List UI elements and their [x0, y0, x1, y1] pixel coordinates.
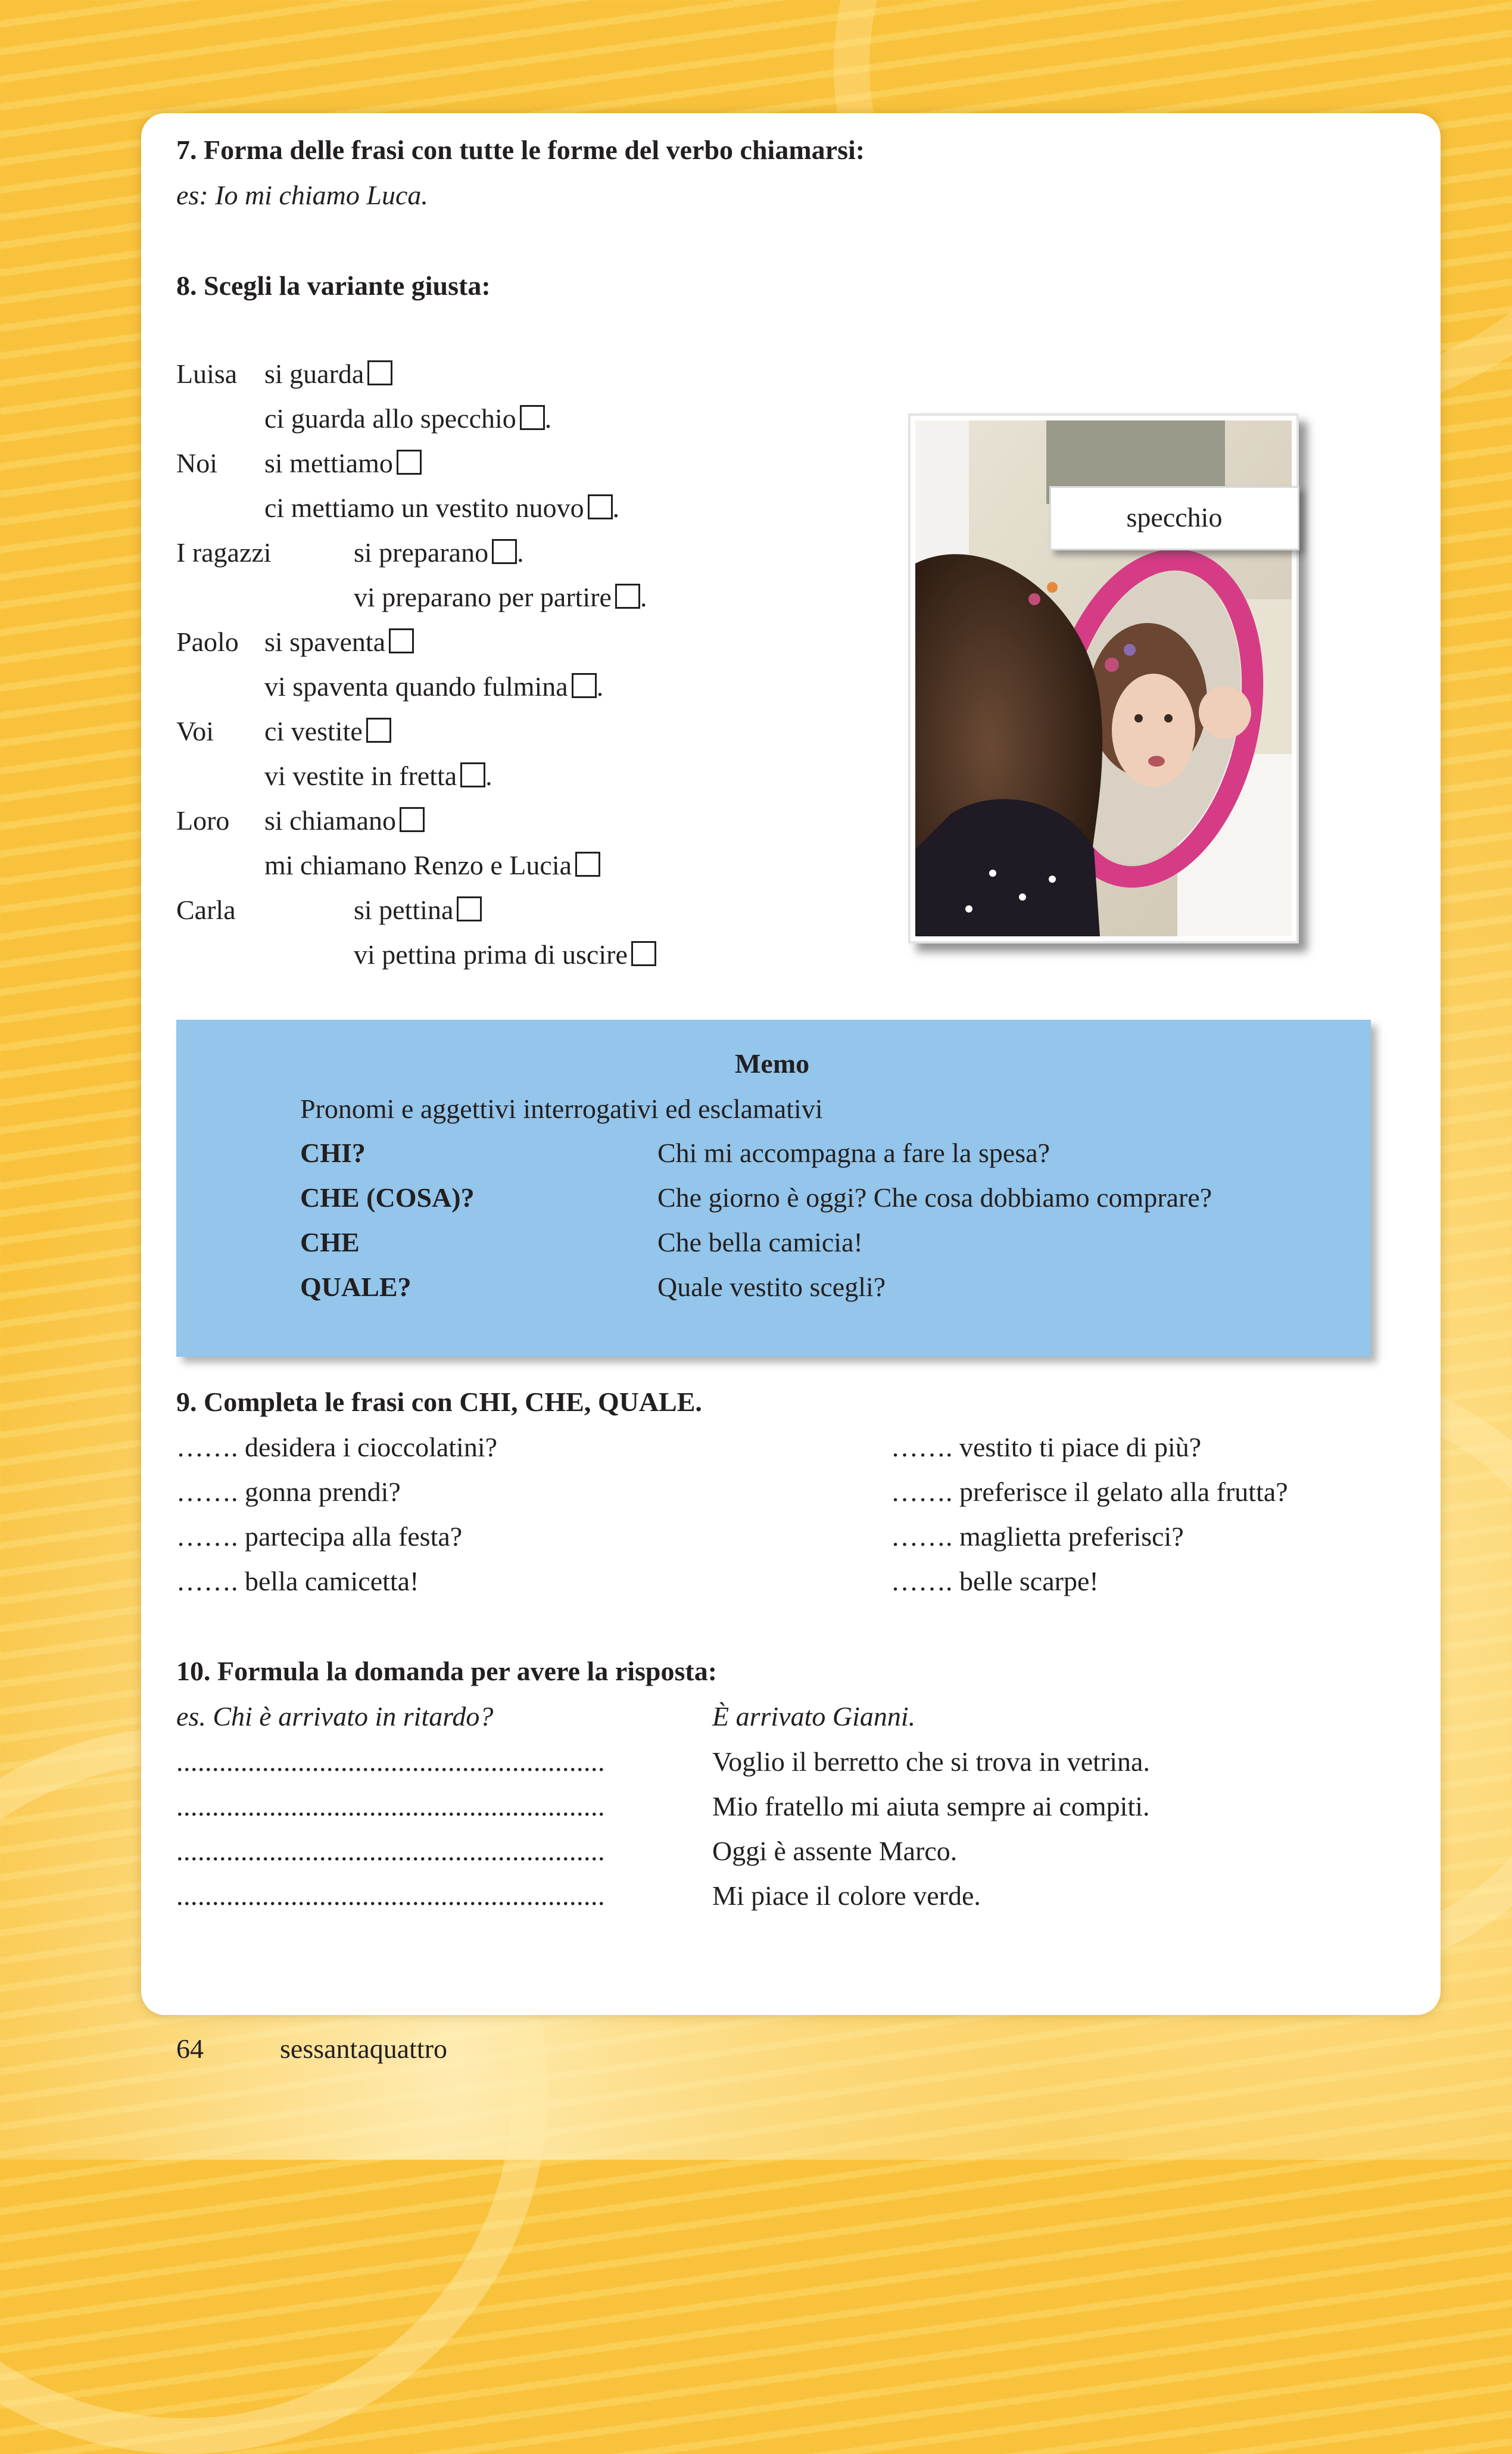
option-checkbox[interactable]	[615, 584, 640, 609]
exercise-8-subject: I ragazzi	[176, 537, 272, 568]
option-punctuation: .	[485, 761, 492, 791]
memo-term: QUALE?	[300, 1272, 411, 1302]
exercise-8-option-line	[264, 759, 492, 793]
exercise-8-option-text: vi vestite in fretta	[264, 761, 457, 791]
exercise-8-option-line	[264, 804, 425, 837]
option-checkbox[interactable]	[575, 852, 600, 877]
exercise-8-option-line	[264, 715, 391, 748]
option-checkbox[interactable]	[457, 896, 482, 921]
option-checkbox[interactable]	[520, 405, 545, 430]
exercise-10-example-question: es. Chi è arrivato in ritardo?	[176, 1701, 494, 1731]
exercise-8-option-text: ci mettiamo un vestito nuovo	[264, 493, 584, 523]
exercise-10-answer: Mio fratello mi aiuta sempre ai compiti.	[712, 1791, 1150, 1821]
option-checkbox[interactable]	[389, 628, 414, 653]
exercise-8-subject: Luisa	[176, 359, 238, 389]
exercise-8-subject: Carla	[176, 895, 236, 925]
exercise-10-title: 10. Formula la domanda per avere la risposta:	[176, 1656, 718, 1686]
exercise-10-answer: Mi piace il colore verde.	[712, 1880, 981, 1911]
memo-term: CHE (COSA)?	[300, 1182, 475, 1213]
exercise-8-option-text: si mettiamo	[264, 448, 393, 478]
exercise-8-subject: Noi	[176, 448, 217, 478]
exercise-8-option-line	[264, 849, 600, 882]
exercise-9-sentence: ……. vestito ti piace di più?	[891, 1432, 1202, 1462]
exercise-8-option-line	[264, 402, 551, 435]
exercise-8-option-text: vi pettina prima di uscire	[354, 939, 628, 970]
exercise-10-answer: Oggi è assente Marco.	[712, 1836, 958, 1866]
exercise-8-option-line	[264, 491, 619, 525]
exercise-9-title: 9. Completa le frasi con CHI, CHE, QUALE.	[176, 1387, 702, 1417]
page-number-word: sessantaquattro	[280, 2033, 448, 2064]
exercise-8-option-text: si pettina	[354, 895, 454, 925]
exercise-8-option-line	[354, 536, 524, 569]
option-checkbox[interactable]	[631, 941, 656, 966]
exercise-10-blank-line[interactable]: ............................................................	[176, 1836, 605, 1866]
option-checkbox[interactable]	[492, 539, 517, 564]
exercise-9-sentence: ……. gonna prendi?	[176, 1477, 401, 1507]
exercise-10-answer: Voglio il berretto che si trova in vetrina.	[712, 1746, 1150, 1777]
exercise-8-option-line	[354, 581, 647, 614]
exercise-8-option-line	[354, 938, 656, 971]
exercise-8-option-text: vi spaventa quando fulmina	[264, 671, 568, 702]
exercise-7-title: 7. Forma delle frasi con tutte le forme del verbo chiamarsi:	[176, 135, 865, 165]
page-number: 64	[176, 2033, 204, 2064]
option-checkbox[interactable]	[588, 494, 613, 519]
exercise-8-option-text: si guarda	[264, 359, 364, 389]
memo-title: Memo	[735, 1048, 810, 1079]
exercise-8-option-text: si chiamano	[264, 805, 396, 836]
exercise-8-subject: Voi	[176, 716, 214, 746]
exercise-10-blank-line[interactable]: ............................................................	[176, 1746, 605, 1777]
exercise-8-option-line	[264, 670, 603, 703]
exercise-10-blank-line[interactable]: ............................................................	[176, 1880, 605, 1911]
exercise-7-example: es: Io mi chiamo Luca.	[176, 180, 428, 210]
option-punctuation: .	[517, 537, 524, 568]
exercise-8-option-line	[264, 357, 392, 391]
exercise-8-subject: Loro	[176, 805, 230, 836]
exercise-8-option-text: vi preparano per partire	[354, 582, 612, 612]
exercise-9-sentence: ……. partecipa alla festa?	[176, 1521, 463, 1552]
exercise-8-option-line	[264, 625, 414, 659]
memo-box	[176, 1020, 1371, 1357]
exercise-8-option-line	[354, 893, 482, 927]
exercise-10-example-answer: È arrivato Gianni.	[712, 1701, 916, 1731]
memo-term: CHE	[300, 1227, 360, 1257]
memo-example: Chi mi accompagna a fare la spesa?	[657, 1138, 1050, 1168]
exercise-9-sentence: ……. preferisce il gelato alla frutta?	[891, 1477, 1288, 1507]
exercise-9-sentence: ……. bella camicetta!	[176, 1566, 419, 1596]
exercise-8-option-text: mi chiamano Renzo e Lucia	[264, 850, 572, 880]
memo-example: Quale vestito scegli?	[657, 1272, 886, 1302]
photo-label-box	[1049, 486, 1299, 550]
memo-example: Che bella camicia!	[657, 1227, 863, 1257]
option-checkbox[interactable]	[400, 807, 425, 832]
option-checkbox[interactable]	[460, 762, 485, 787]
option-punctuation: .	[640, 582, 647, 612]
photo-label: specchio	[1126, 502, 1223, 532]
memo-subtitle: Pronomi e aggettivi interrogativi ed esclamativi	[300, 1094, 823, 1124]
option-checkbox[interactable]	[366, 718, 391, 743]
exercise-9-sentence: ……. belle scarpe!	[891, 1566, 1099, 1596]
memo-example: Che giorno è oggi? Che cosa dobbiamo comprare?	[657, 1182, 1212, 1213]
option-checkbox[interactable]	[572, 673, 597, 698]
exercise-8-option-text: si spaventa	[264, 627, 386, 657]
exercise-8-option-text: ci guarda allo specchio	[264, 403, 516, 434]
exercise-8-option-text: si preparano	[354, 537, 489, 568]
exercise-8-subject: Paolo	[176, 627, 239, 657]
exercise-8-option-line	[264, 447, 422, 480]
option-punctuation: .	[544, 403, 552, 434]
option-checkbox[interactable]	[397, 450, 422, 475]
option-punctuation: .	[612, 493, 620, 523]
exercise-10-blank-line[interactable]: ............................................................	[176, 1791, 605, 1821]
option-checkbox[interactable]	[367, 360, 392, 385]
exercise-9-sentence: ……. maglietta preferisci?	[891, 1521, 1184, 1552]
exercise-9-sentence: ……. desidera i cioccolatini?	[176, 1432, 498, 1462]
exercise-8-option-text: ci vestite	[264, 716, 363, 746]
exercise-8-title: 8. Scegli la variante giusta:	[176, 270, 491, 301]
memo-term: CHI?	[300, 1138, 366, 1168]
option-punctuation: .	[596, 671, 604, 702]
